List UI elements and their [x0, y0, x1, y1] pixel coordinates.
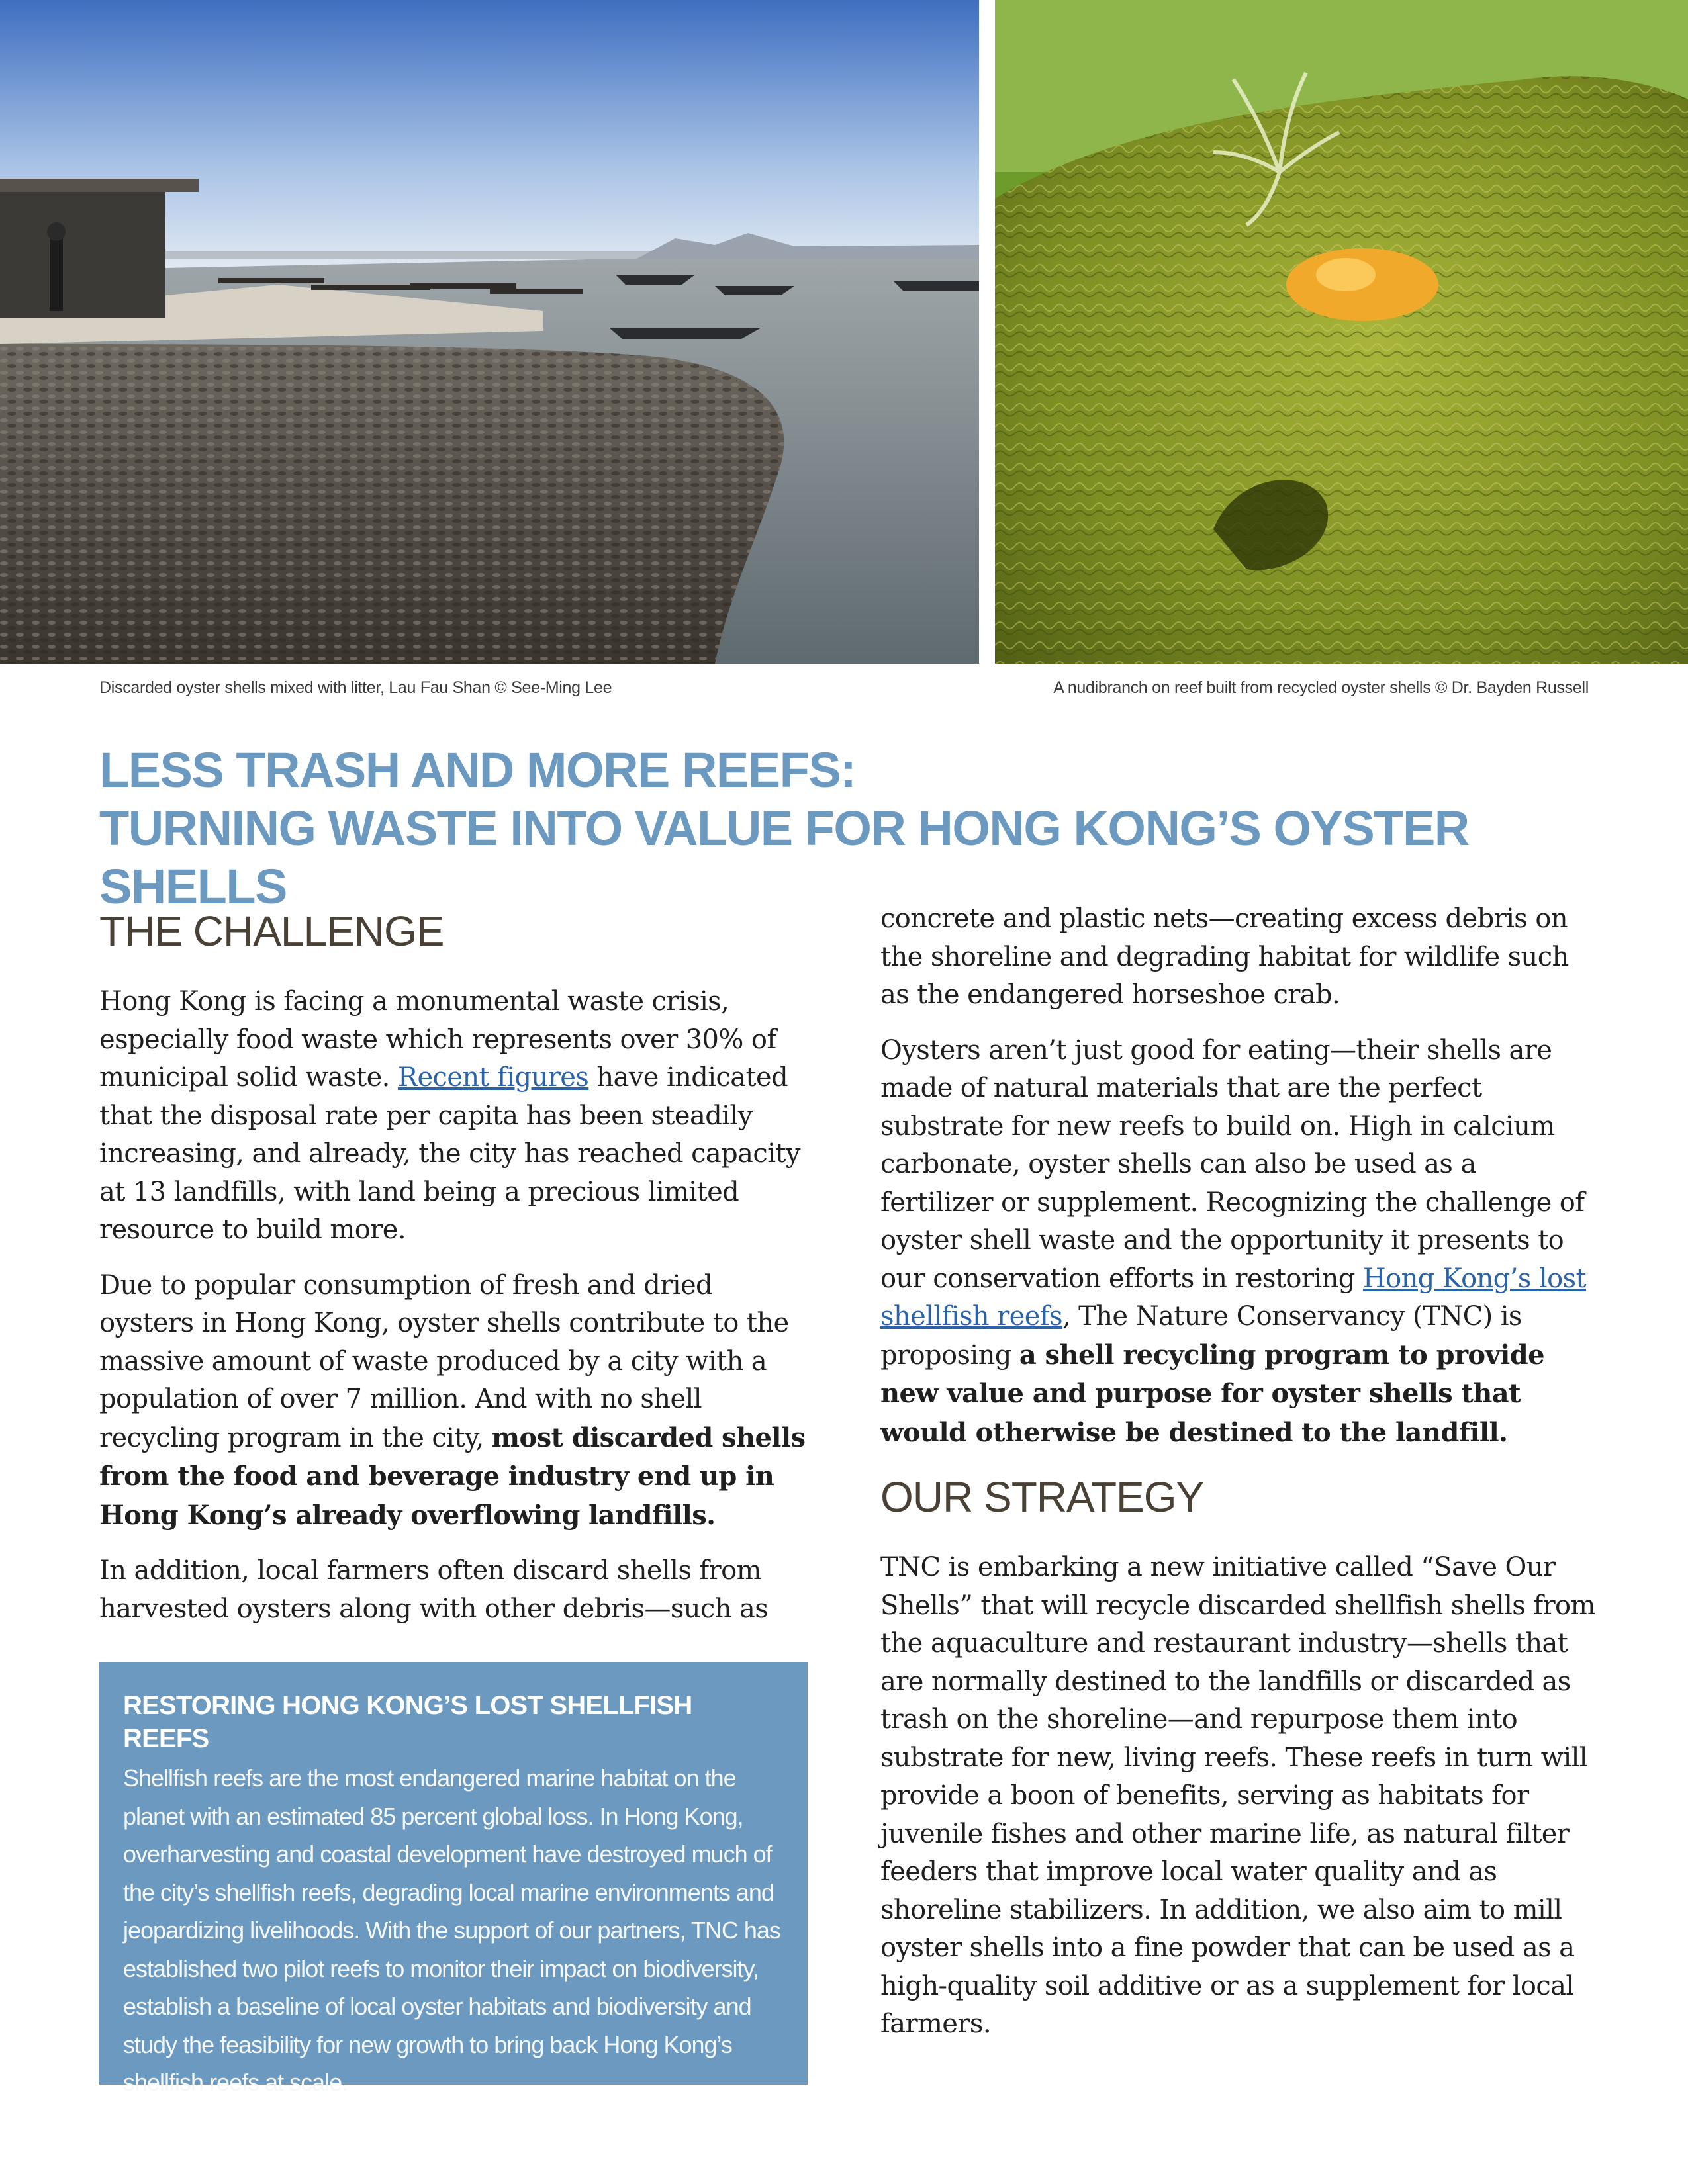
- continued-paragraph: concrete and plastic nets—creating excess debris on the shoreline and degrading habitat for wildlife such as the endangered horseshoe crab.: [880, 903, 1569, 1010]
- lost-shellfish-reefs-link[interactable]: Hong Kong’s lost shellfish reefs: [880, 1263, 1587, 1332]
- callout-title: RESTORING HONG KONG’S LOST SHELLFISH REEFS: [123, 1691, 692, 1753]
- page-title: [99, 741, 1589, 916]
- photo-caption-right: A nudibranch on reef built from recycled oyster shells © Dr. Bayden Russell: [1053, 678, 1589, 697]
- photo-caption-left: Discarded oyster shells mixed with litter, Lau Fau Shan © See-Ming Lee: [99, 678, 612, 697]
- recent-figures-link[interactable]: Recent figures: [397, 1062, 589, 1093]
- challenge-paragraph-3: In addition, local farmers often discard shells from harvested oysters along with other debris—such as: [99, 1555, 769, 1624]
- strategy-paragraph: TNC is embarking a new initiative called “Save Our Shells” that will recycle discarded shellfish shells from the aquaculture and restaurant industry—shells that are normally destined to the landfills or discarded as trash on the shoreline—and repurpose them into substrate for new, living reefs. These reefs in turn will provide a boon of benefits, serving as habitats for juvenile fishes and other marine life, as natural filter feeders that improve local water quality and as shoreline stabilizers. In addition, we also aim to mill oyster shells into a fine powder that can be used as a high-quality soil additive or as a supplement for local farmers.: [880, 1552, 1595, 2039]
- strategy-heading: OUR STRATEGY: [880, 1473, 1204, 1521]
- page-title-line-1: LESS TRASH AND MORE REEFS:: [99, 743, 856, 797]
- restoring-reefs-callout: [99, 1662, 808, 2096]
- oyster-shells-shoreline-photo: [0, 0, 979, 664]
- callout-body: Shellfish reefs are the most endangered marine habitat on the planet with an estimated 85 percent global loss. In Hong Kong, overharvesting and coastal development have destroyed much of the city’s shellfish reefs, degrading local marine environments and jeopardizing livelihoods. With the support of our partners, TNC has established two pilot reefs to monitor their impact on biodiversity, establish a baseline of local oyster habitats and biodiversity and study the feasibility for new growth to bring back Hong Kong’s shellfish reefs at scale.: [123, 1764, 780, 2096]
- challenge-paragraph-2: Due to popular consumption of fresh and dried oysters in Hong Kong, oyster shells contribute to the massive amount of waste produced by a city with a population of over 7 million. And with no shell recycling program in the city, most discarded shells from the food and beverage industry end up in Hong Kong’s already overflowing landfills.: [99, 1269, 806, 1531]
- oyster-value-paragraph: Oysters aren’t just good for eating—their shells are made of natural materials that are the perfect substrate for new reefs to build on. High in calcium carbonate, oyster shells can also be used as a fertilizer or supplement. Recognizing the challenge of oyster shell waste and the opportunity it presents to our conservation efforts in restoring Hong Kong’s lost shellfish reefs, The Nature Conservancy (TNC) is proposing a shell recycling program to provide new value and purpose for oyster shells that would otherwise be destined to the landfill.: [880, 1034, 1587, 1448]
- nudibranch-reef-photo: [995, 0, 1688, 664]
- challenge-heading: THE CHALLENGE: [99, 907, 444, 955]
- right-column: [880, 900, 1595, 2061]
- page-title-line-2: TURNING WASTE INTO VALUE FOR HONG KONG’S OYSTER SHELLS: [99, 801, 1469, 914]
- left-column: [99, 903, 808, 1645]
- challenge-paragraph-1: Hong Kong is facing a monumental waste crisis, especially food waste which represents over 30% of municipal solid waste. Recent figures have indicated that the disposal rate per capita has been steadily increasing, and already, the city has reached capacity at 13 landfills, with land being a precious limited resource to build more.: [99, 986, 800, 1245]
